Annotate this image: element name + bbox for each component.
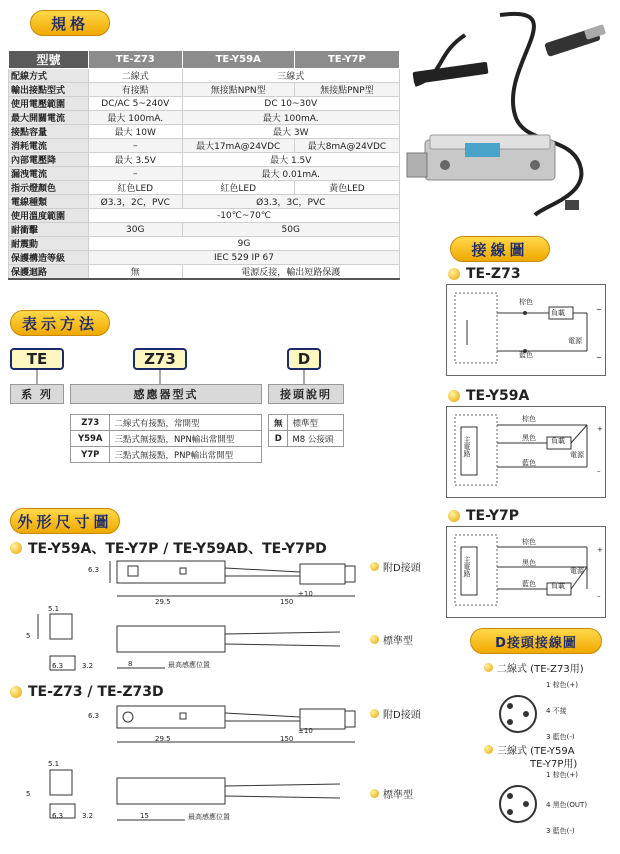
dim-h2: 5 [26, 632, 31, 640]
y7p-plus: + [597, 546, 603, 554]
connector-2wire-pinout-icon [490, 686, 550, 746]
row-label: 接點容量 [9, 125, 89, 139]
label-d-connector-1 [370, 559, 421, 574]
cell: DC 10~30V [182, 97, 399, 111]
table-row [269, 415, 344, 431]
dim-drawing-2 [10, 700, 380, 830]
y59a-load: 負載 [551, 437, 565, 445]
code-connector-lines [0, 370, 400, 384]
cell: 最大 100mA. [89, 111, 183, 125]
header-series: 系 列 [10, 384, 64, 404]
y7p-load: 負載 [551, 582, 565, 590]
y7p-minus: – [597, 592, 601, 600]
wiring-z73-title [448, 266, 521, 282]
sensor-desc: 三點式無接點，NPN輸出常開型 [110, 431, 262, 447]
cell: 30G [89, 223, 183, 237]
cell: 紅色LED [89, 181, 183, 195]
cell: 最大8mA@24VDC [294, 139, 399, 153]
bullet-icon [448, 268, 460, 280]
cell: DC/AC 5~240V [89, 97, 183, 111]
cell: – [89, 139, 183, 153]
dim-most-sensitive-2: 最高感應位置 [188, 813, 230, 821]
dim-tol: ±10 [298, 590, 313, 598]
bullet-icon [370, 635, 379, 644]
y59a-black: 黑色 [522, 434, 536, 442]
cell: 電源反接，輸出短路保護 [182, 265, 399, 280]
spec-table [8, 50, 400, 280]
connector-desc: 標準型 [288, 415, 344, 431]
cell: 最大 0.01mA. [182, 167, 399, 181]
cell: 9G [89, 237, 400, 251]
header-te-y59a: TE-Y59A [182, 51, 294, 69]
bullet-icon [10, 542, 22, 554]
dim-d2: 3.2 [82, 662, 94, 670]
connector-two-wire-title [484, 660, 584, 675]
dim-most-sensitive-1: 最高感應位置 [168, 661, 210, 669]
sensor-desc: 二線式有接點，常開型 [110, 415, 262, 431]
dim-w2-2: 6.3 [52, 812, 64, 820]
cell: 有接點 [89, 83, 183, 97]
three-wire-label-1: 三線式 (TE-Y59A [497, 746, 575, 757]
y59a-minus: – [597, 467, 601, 475]
y59a-blue: 藍色 [522, 459, 536, 467]
cell: 無接點PNP型 [294, 83, 399, 97]
row-label: 耐衝擊 [9, 223, 89, 237]
cell: Ø3.3，2C，PVC [89, 195, 183, 209]
cell: 最大 1.5V [182, 153, 399, 167]
row-label: 配線方式 [9, 69, 89, 83]
cell: 二線式 [89, 69, 183, 83]
row-label: 保護構造等級 [9, 251, 89, 265]
wire-brown: 棕色 [519, 298, 533, 306]
y7p-brown: 棕色 [522, 538, 536, 546]
section-title-notation: 表示方法 [10, 310, 110, 336]
sensor-code: Y7P [71, 447, 110, 463]
dim-group1-title [10, 538, 327, 558]
dim-d2-2: 3.2 [82, 812, 94, 820]
bullet-icon [10, 686, 22, 698]
bullet-icon [448, 510, 460, 522]
sensor-desc: 三點式無接點，PNP輸出常開型 [110, 447, 262, 463]
sensor-code: Y59A [71, 431, 110, 447]
dim-len-body: 29.5 [155, 598, 171, 606]
section-title-wiring: 接線圖 [450, 236, 550, 262]
section-title-dimensions: 外形尺寸圖 [10, 508, 120, 534]
cell: -10℃~70℃ [89, 209, 400, 223]
cell: 無接點NPN型 [182, 83, 294, 97]
dim-h1: 6.3 [88, 566, 100, 574]
row-label: 電線種類 [9, 195, 89, 209]
row-label: 指示燈顏色 [9, 181, 89, 195]
dim-group2-label: TE-Z73 / TE-Z73D [28, 684, 164, 700]
connector-desc: M8 公接頭 [288, 431, 344, 447]
row-label: 漏洩電流 [9, 167, 89, 181]
wiring-y7p-label: TE-Y7P [466, 508, 520, 524]
cell: 最大17mA@24VDC [182, 139, 294, 153]
cell: 三線式 [182, 69, 399, 83]
cell: 50G [182, 223, 399, 237]
standard-text: 標準型 [383, 790, 413, 801]
code-sensor: Z73 [133, 348, 187, 370]
row-label: 內部電壓降 [9, 153, 89, 167]
y59a-brown: 棕色 [522, 415, 536, 423]
wiring-y59a-title [448, 388, 529, 404]
cell: IEC 529 IP 67 [89, 251, 400, 265]
header-model: 型號 [9, 51, 89, 69]
y7p-blue: 藍色 [522, 580, 536, 588]
connector-code: D [269, 431, 288, 447]
connector-three-wire-title-2 [530, 755, 577, 770]
table-row [71, 447, 262, 463]
dim-pos2: 15 [140, 812, 149, 820]
bullet-icon [484, 663, 493, 672]
dim-w1-2: 5.1 [48, 760, 60, 768]
cell: Ø3.3，3C，PVC [182, 195, 399, 209]
cell: 無 [89, 265, 183, 280]
row-label: 使用溫度範圍 [9, 209, 89, 223]
y59a-power: 電源 [570, 451, 584, 459]
dim-tol-2: ±10 [298, 727, 313, 735]
connector-code: 無 [269, 415, 288, 431]
row-label: 最大開關電流 [9, 111, 89, 125]
pin3-3wire: 3 藍色(-) [546, 827, 575, 835]
header-te-y7p: TE-Y7P [294, 51, 399, 69]
connector-type-table [268, 414, 344, 447]
y7p-power: 電源 [570, 567, 584, 575]
bullet-icon [370, 789, 379, 798]
header-sensor-type: 感應器型式 [70, 384, 262, 404]
row-label: 耐震動 [9, 237, 89, 251]
dim-group2-title [10, 684, 164, 700]
y7p-black: 黑色 [522, 559, 536, 567]
pin4-3wire: 4 黑色(OUT) [546, 801, 588, 809]
cell: 最大 100mA. [182, 111, 399, 125]
sensor-type-table [70, 414, 262, 463]
row-label: 消耗電流 [9, 139, 89, 153]
dim-pos1: 8 [128, 660, 133, 668]
wire-load: 負載 [551, 309, 565, 317]
standard-text: 標準型 [383, 636, 413, 647]
two-wire-label: 二線式 (TE-Z73用) [497, 664, 584, 675]
dim-h1-2: 6.3 [88, 712, 100, 720]
d-connector-text: 附D接頭 [383, 710, 421, 721]
table-row [269, 431, 344, 447]
dim-w2: 6.3 [52, 662, 64, 670]
cell: 最大 3.5V [89, 153, 183, 167]
wire-ac-bottom: ~ [596, 354, 602, 362]
row-label: 保護迴路 [9, 265, 89, 280]
table-row [71, 415, 262, 431]
pin1-3wire: 1 棕色(+) [546, 771, 579, 779]
bullet-icon [370, 562, 379, 571]
header-te-z73: TE-Z73 [89, 51, 183, 69]
cell: 最大 3W [182, 125, 399, 139]
wire-ac-top: ~ [596, 306, 602, 314]
bullet-icon [370, 709, 379, 718]
dim-w1: 5.1 [48, 605, 60, 613]
cell: – [89, 167, 183, 181]
bullet-icon [484, 745, 493, 754]
section-title-spec: 規格 [30, 10, 110, 36]
wiring-z73-label: TE-Z73 [466, 266, 521, 282]
row-label: 輸出接點型式 [9, 83, 89, 97]
pin4-2wire: 4 不接 [546, 707, 567, 715]
label-standard-2 [370, 786, 413, 801]
row-label: 使用電壓範圍 [9, 97, 89, 111]
code-series: TE [10, 348, 64, 370]
label-standard-1 [370, 632, 413, 647]
dim-len-cable-2: 150 [280, 735, 294, 743]
dim-drawing-1 [10, 556, 380, 676]
cell: 黃色LED [294, 181, 399, 195]
dim-len-cable: 150 [280, 598, 294, 606]
pin3-2wire: 3 藍色(-) [546, 733, 575, 741]
cell: 紅色LED [182, 181, 294, 195]
y7p-main: 主電路 [463, 556, 471, 577]
wire-blue: 藍色 [519, 351, 533, 359]
bullet-icon [448, 390, 460, 402]
section-title-connector: D接頭接線圖 [470, 628, 602, 654]
dim-h2-2: 5 [26, 790, 31, 798]
label-d-connector-2 [370, 706, 421, 721]
d-connector-text: 附D接頭 [383, 563, 421, 574]
wire-power: 電源 [568, 337, 582, 345]
sensor-code: Z73 [71, 415, 110, 431]
connector-3wire-pinout-icon [490, 776, 550, 836]
code-connector: D [287, 348, 321, 370]
three-wire-label-2: TE-Y7P用) [530, 759, 578, 770]
y59a-main: 主電路 [463, 436, 471, 457]
y59a-plus: + [597, 425, 603, 433]
cell: 最大 10W [89, 125, 183, 139]
wiring-y59a-label: TE-Y59A [466, 388, 530, 404]
wiring-y7p-title [448, 508, 519, 524]
table-row [71, 431, 262, 447]
dim-group1-label: TE-Y59A、TE-Y7P / TE-Y59AD、TE-Y7PD [28, 541, 327, 557]
header-connector: 接頭說明 [268, 384, 344, 404]
pin1-2wire: 1 棕色(+) [546, 681, 579, 689]
dim-len-body-2: 29.5 [155, 735, 171, 743]
product-photo [405, 5, 615, 220]
